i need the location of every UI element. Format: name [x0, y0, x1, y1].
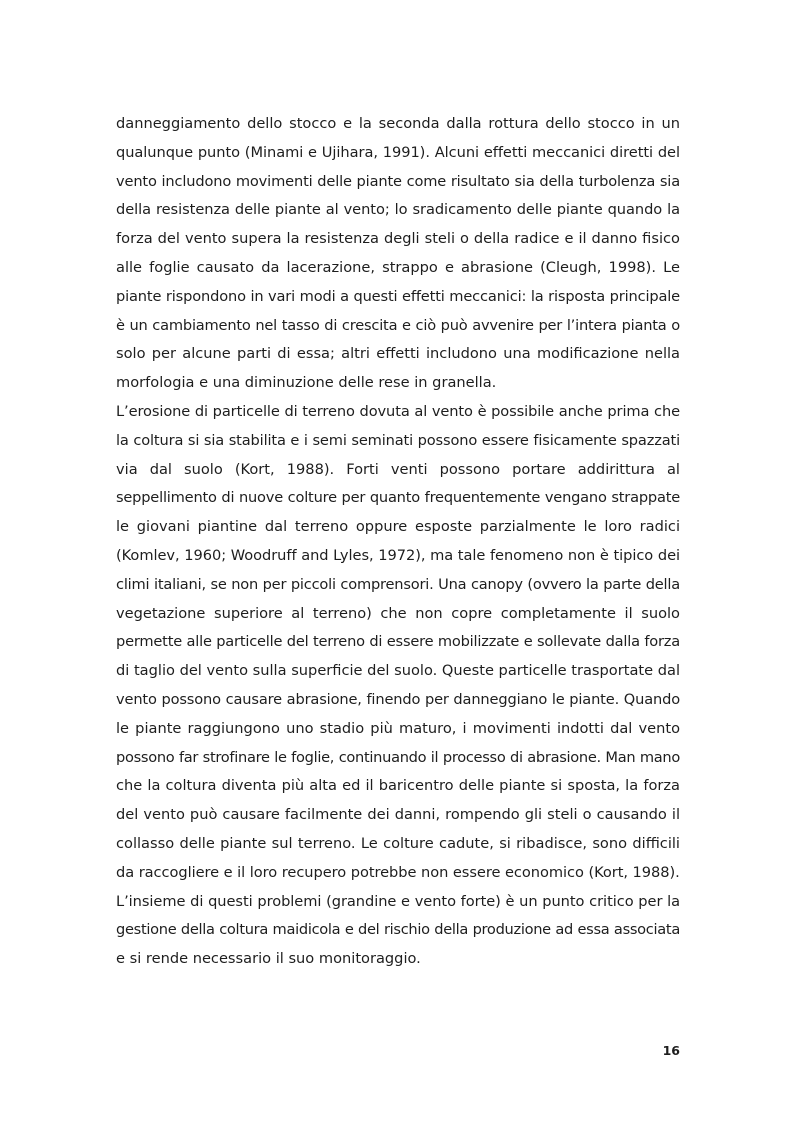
text-line: è un cambiamento nel tasso di crescita e ciò può avvenire per l’intera pianta o [116, 316, 680, 334]
text-line: seppellimento di nuove colture per quanto frequentemente vengano strappate [116, 489, 680, 507]
text-line: L’erosione di particelle di terreno dovuta al vento è possibile anche prima che [116, 402, 680, 420]
text-line: vento includono movimenti delle piante come risultato sia della turbolenza sia [116, 172, 680, 190]
text-line: gestione della coltura maidicola e del rischio della produzione ad essa associata [116, 921, 680, 939]
text-line: qualunque punto (Minami e Ujihara, 1991). Alcuni effetti meccanici diretti del [116, 143, 680, 161]
text-line: le piante raggiungono uno stadio più maturo, i movimenti indotti dal vento [116, 719, 680, 737]
text-line: e si rende necessario il suo monitoraggio. [116, 950, 421, 968]
page-number: 16 [662, 1043, 680, 1058]
text-line: permette alle particelle del terreno di essere mobilizzate e sollevate dalla forza [116, 633, 680, 651]
text-line: alle foglie causato da lacerazione, strappo e abrasione (Cleugh, 1998). Le [116, 258, 680, 276]
text-line: della resistenza delle piante al vento; lo sradicamento delle piante quando la [116, 201, 680, 219]
text-line: via dal suolo (Kort, 1988). Forti venti possono portare addirittura al [116, 460, 680, 478]
text-line: la coltura si sia stabilita e i semi seminati possono essere fisicamente spazzati [116, 431, 680, 449]
text-line: vento possono causare abrasione, finendo per danneggiano le piante. Quando [116, 690, 680, 708]
text-line: climi italiani, se non per piccoli comprensori. Una canopy (ovvero la parte della [116, 575, 680, 593]
text-line: le giovani piantine dal terreno oppure esposte parzialmente le loro radici [116, 518, 680, 536]
text-line: L’insieme di questi problemi (grandine e vento forte) è un punto critico per la [116, 892, 680, 910]
text-line: collasso delle piante sul terreno. Le colture cadute, si ribadisce, sono difficili [116, 834, 680, 852]
text-line: del vento può causare facilmente dei danni, rompendo gli steli o causando il [116, 806, 680, 824]
text-line: piante rispondono in vari modi a questi effetti meccanici: la risposta principale [116, 287, 680, 305]
text-line: solo per alcune parti di essa; altri effetti includono una modificazione nella [116, 345, 680, 363]
text-line: da raccogliere e il loro recupero potrebbe non essere economico (Kort, 1988). [116, 863, 680, 881]
text-line: possono far strofinare le foglie, continuando il processo di abrasione. Man mano [116, 748, 680, 766]
text-line: (Komlev, 1960; Woodruff and Lyles, 1972), ma tale fenomeno non è tipico dei [116, 546, 680, 564]
text-line: di taglio del vento sulla superficie del suolo. Queste particelle trasportate dal [116, 662, 680, 680]
text-line: forza del vento supera la resistenza degli steli o della radice e il danno fisico [116, 230, 680, 248]
text-line: danneggiamento dello stocco e la seconda dalla rottura dello stocco in un [116, 115, 680, 132]
text-line: morfologia e una diminuzione delle rese in granella. [116, 374, 497, 392]
text-line: che la coltura diventa più alta ed il baricentro delle piante si sposta, la forza [116, 777, 680, 795]
body-text [116, 110, 680, 974]
text-line: vegetazione superiore al terreno) che non copre completamente il suolo [116, 604, 680, 622]
